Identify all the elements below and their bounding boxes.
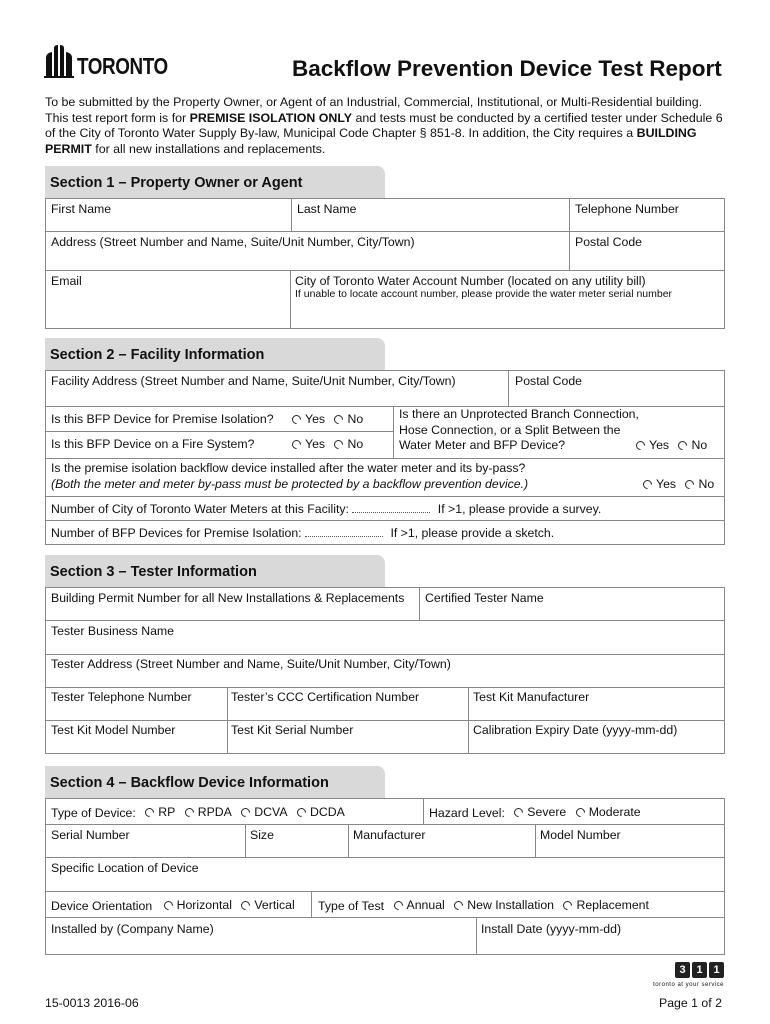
test-kit-serial-field[interactable]: Test Kit Serial Number [231, 723, 354, 737]
calibration-expiry-field[interactable]: Calibration Expiry Date (yyyy-mm-dd) [473, 723, 678, 737]
section-3-header: Section 3 – Tester Information [45, 555, 385, 587]
branch-connection-options [636, 438, 713, 453]
fire-no-radio[interactable]: No [334, 437, 363, 451]
facility-postal-field[interactable]: Postal Code [515, 374, 582, 388]
account-number-field[interactable]: City of Toronto Water Account Number (located on any utility bill) [295, 274, 646, 288]
premise-no-radio[interactable]: No [334, 412, 363, 426]
email-field[interactable]: Email [51, 274, 82, 288]
311-tagline: toronto at your service [653, 982, 724, 988]
311-badge: 3 1 1 [675, 962, 724, 978]
hazard-level-row: Hazard Level: Severe Moderate [429, 805, 641, 820]
fire-system-options [292, 437, 369, 452]
section-2-header: Section 2 – Facility Information [45, 338, 385, 370]
telephone-field[interactable]: Telephone Number [575, 202, 679, 216]
install-date-field[interactable]: Install Date (yyyy-mm-dd) [481, 922, 622, 936]
branch-no-radio[interactable]: No [678, 438, 707, 452]
city-hall-icon [44, 44, 74, 78]
installed-by-field[interactable]: Installed by (Company Name) [51, 922, 214, 936]
test-new-installation-radio[interactable]: New Installation [454, 898, 554, 912]
tester-telephone-field[interactable]: Tester Telephone Number [51, 690, 192, 704]
tester-business-field[interactable]: Tester Business Name [51, 624, 175, 638]
test-replacement-radio[interactable]: Replacement [563, 898, 648, 912]
type-dcda-radio[interactable]: DCDA [297, 805, 345, 819]
device-location-field[interactable]: Specific Location of Device [51, 861, 199, 875]
branch-connection-question: Is there an Unprotected Branch Connection, Hose Connection, or a Split Between the Water Meter and BFP Device? [399, 407, 639, 452]
test-annual-radio[interactable]: Annual [394, 898, 445, 912]
premise-yes-radio[interactable]: Yes [292, 412, 325, 426]
section-1-header: Section 1 – Property Owner or Agent [45, 166, 385, 198]
installed-yes-radio[interactable]: Yes [643, 477, 676, 491]
installed-after-meter-question: Is the premise isolation backflow device installed after the water meter and its by-pass? [51, 461, 526, 475]
premise-isolation-options [292, 412, 369, 427]
intro-text: To be submitted by the Property Owner, or Agent of an Industrial, Commercial, Institutional, or Multi-Residential building. This test report form is for PREMISE ISOLATION ONLY and tests must be conducted by a certified tester under Schedule 6 of the City of Toronto Water Supply By-law, Municipal Code Chapter § 851-8. In addition, the City requires a BUILDING PERMIT for all new installations and replacements. [45, 95, 723, 156]
page-title: Backflow Prevention Device Test Report [292, 56, 722, 81]
orientation-vertical-radio[interactable]: Vertical [241, 898, 294, 912]
facility-address-field[interactable]: Facility Address (Street Number and Name, Suite/Unit Number, City/Town) [51, 374, 456, 388]
type-rp-radio[interactable]: RP [145, 805, 175, 819]
building-permit-field[interactable]: Building Permit Number for all New Installations & Replacements [51, 591, 405, 605]
installed-after-meter-note: (Both the meter and meter by-pass must be protected by a backflow prevention device.) [51, 477, 529, 491]
orientation-horizontal-radio[interactable]: Horizontal [164, 898, 232, 912]
postal-code-field[interactable]: Postal Code [575, 235, 642, 249]
first-name-field[interactable]: First Name [51, 202, 112, 216]
tester-address-field[interactable]: Tester Address (Street Number and Name, Suite/Unit Number, City/Town) [51, 657, 451, 671]
bfp-devices-input[interactable] [305, 525, 383, 537]
section-4-header: Section 4 – Backflow Device Information [45, 766, 385, 798]
fire-system-question: Is this BFP Device on a Fire System? [51, 437, 255, 451]
bfp-devices-count: Number of BFP Devices for Premise Isolation: If >1, please provide a sketch. [51, 526, 555, 540]
water-meters-input[interactable] [352, 501, 430, 513]
test-type-row: Type of Test Annual New Installation Replacement [318, 898, 649, 913]
hazard-severe-radio[interactable]: Severe [514, 805, 566, 819]
ccc-certification-field[interactable]: Tester’s CCC Certification Number [231, 690, 420, 704]
type-rpda-radio[interactable]: RPDA [185, 805, 232, 819]
device-type-row: Type of Device: RP RPDA DCVA DCDA [51, 805, 345, 820]
type-dcva-radio[interactable]: DCVA [241, 805, 287, 819]
device-size-field[interactable]: Size [250, 828, 274, 842]
account-number-note: If unable to locate account number, please provide the water meter serial number [295, 288, 673, 300]
installed-no-radio[interactable]: No [685, 477, 714, 491]
form-number: 15-0013 2016-06 [45, 996, 139, 1010]
branch-yes-radio[interactable]: Yes [636, 438, 669, 452]
fire-yes-radio[interactable]: Yes [292, 437, 325, 451]
device-serial-field[interactable]: Serial Number [51, 828, 130, 842]
test-kit-model-field[interactable]: Test Kit Model Number [51, 723, 176, 737]
page-number: Page 1 of 2 [659, 996, 722, 1010]
hazard-moderate-radio[interactable]: Moderate [576, 805, 641, 819]
premise-isolation-question: Is this BFP Device for Premise Isolation? [51, 412, 274, 426]
city-of-toronto-logo [44, 42, 188, 78]
water-meters-count: Number of City of Toronto Water Meters at this Facility: If >1, please provide a survey. [51, 502, 602, 516]
orientation-row: Device Orientation Horizontal Vertical [51, 898, 295, 913]
logo-text: TORONTO [77, 53, 168, 79]
installed-after-meter-options [643, 477, 720, 492]
last-name-field[interactable]: Last Name [297, 202, 357, 216]
section-1-table [45, 198, 725, 329]
device-manufacturer-field[interactable]: Manufacturer [353, 828, 426, 842]
test-kit-manufacturer-field[interactable]: Test Kit Manufacturer [473, 690, 590, 704]
address-field[interactable]: Address (Street Number and Name, Suite/Unit Number, City/Town) [51, 235, 415, 249]
certified-tester-field[interactable]: Certified Tester Name [425, 591, 544, 605]
device-model-field[interactable]: Model Number [540, 828, 621, 842]
